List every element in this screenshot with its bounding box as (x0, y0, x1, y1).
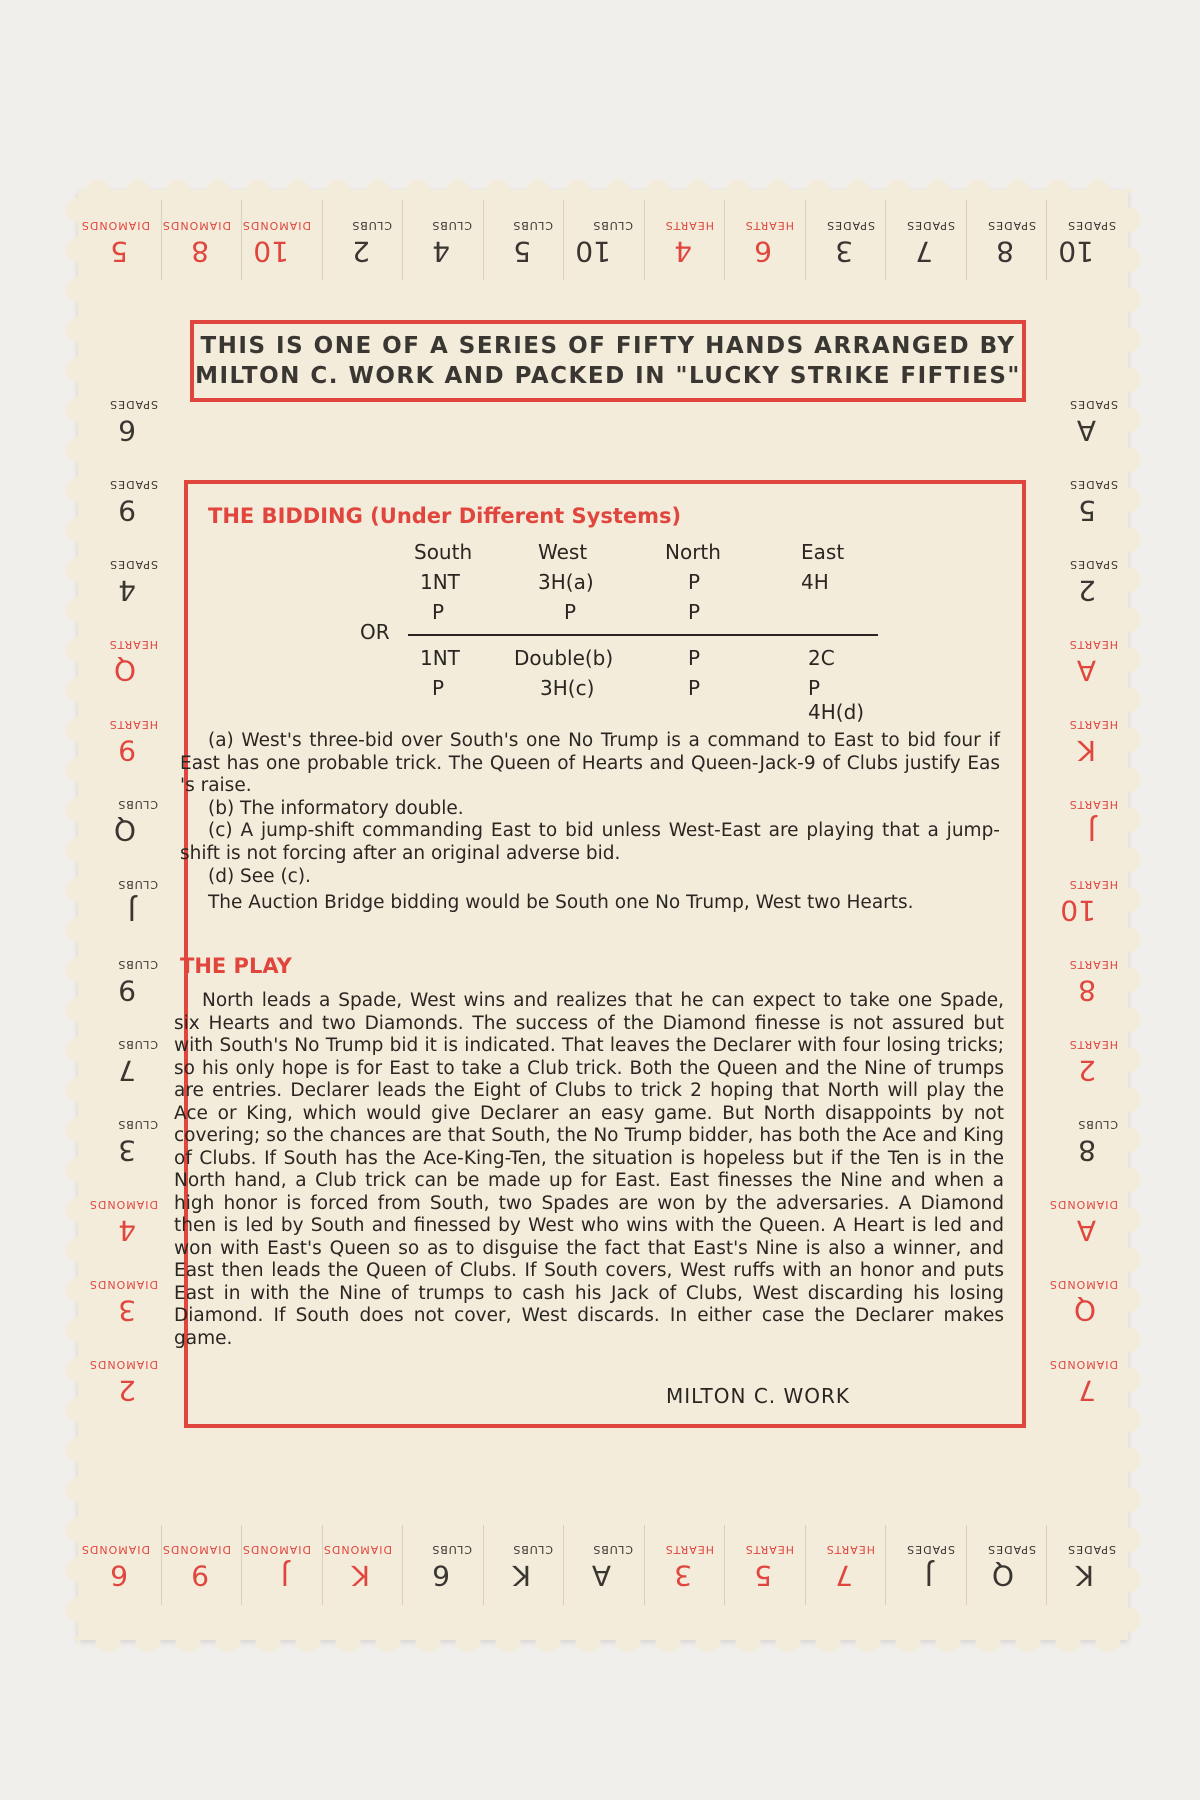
tab-rank: J (924, 1559, 933, 1592)
tab-rank: Q (113, 814, 136, 847)
tab-rank: 6 (432, 1559, 450, 1592)
tab-separator (966, 1525, 967, 1605)
tab-suit: DIAMONDS (88, 1358, 158, 1371)
tab-top-2 (243, 206, 315, 278)
tab-suit: CLUBS (117, 878, 158, 891)
banner-line-1: THIS IS ONE OF A SERIES OF FIFTY HANDS ARRANGED BY (200, 333, 1016, 359)
note-a: (a) West's three-bid over South's one No Trump is a command to East to bid four if East has one probable trick. The Queen of Hearts and Queen-Jack-9 of Clubs justify Eas 's raise. (180, 730, 1000, 796)
tab-top-9 (807, 206, 879, 278)
tab-suit: DIAMONDS (1048, 1358, 1118, 1371)
tab-suit: SPADES (1069, 478, 1118, 491)
tab-right-1 (1050, 465, 1122, 537)
tab-suit: CLUBS (117, 958, 158, 971)
tab-rank: 5 (110, 235, 128, 268)
tab-suit: HEARTS (1068, 958, 1118, 971)
tab-left-2 (90, 545, 162, 617)
tab-suit: SPADES (986, 219, 1036, 232)
tab-separator (885, 1525, 886, 1605)
tab-rank: A (1076, 654, 1096, 687)
tab-separator (161, 1525, 162, 1605)
bidding-title: THE BIDDING (Under Different Systems) (208, 504, 682, 528)
tab-bottom-5 (485, 1530, 557, 1602)
tab-rank: 8 (995, 235, 1014, 268)
tab-suit: DIAMONDS (241, 219, 311, 232)
tab-rank: A (1076, 414, 1096, 447)
tab-suit: SPADES (1069, 398, 1118, 411)
tab-separator (805, 1525, 806, 1605)
play-text: North leads a Spade, West wins and realizes that he can expect to take one Spade, six Hearts and two Diamonds. The success of the Diamond finesse is not assured but with South's No Trump bid it is indicated. That leaves the Declarer with four losing tricks; so his only hope is for East to take a Club trick. Both the Queen and the Nine of trumps are entries. Declarer leads the Eight of Clubs to trick 2 hoping that North will play the Ace or King, which would give Declarer an easy game. But North disappoints by not covering; so the chances are that South, the No Trump bidder, has both the Ace and King of Clubs. If South has the Ace-King-Ten, the situation is hopeless but if the Ten is in the North hand, a Club trick can be made up for East. East finesses the Nine and when a high honor is forced from South, two Spades are won by the adversaries. A Diamond then is led by South and finessed by West who wins with the Queen. A Heart is led and won with East's Queen so as to disguise the fact that East's Nine is also a winner, and East then leads the Queen of Clubs. If South covers, West ruffs with an honor and puts East in with the Nine of trumps to cash his Jack of Clubs, West discarding his losing Diamond. If South does not cover, West discards. In either case the Declarer makes game. (174, 990, 1004, 1349)
tab-left-9 (90, 1105, 162, 1177)
bid-r2-south: P (432, 600, 445, 624)
scalloped-edge-bottom (78, 1640, 1128, 1662)
tab-rank: 8 (1078, 974, 1096, 1007)
tab-suit: HEARTS (1068, 798, 1118, 811)
tab-left-11 (90, 1265, 162, 1337)
tab-rank: 2 (351, 235, 370, 268)
tab-bottom-2 (243, 1530, 315, 1602)
tab-rank: 9 (118, 974, 136, 1007)
tab-right-3 (1050, 625, 1122, 697)
play-title: THE PLAY (180, 954, 292, 978)
tab-suit: HEARTS (108, 638, 158, 651)
tab-suit: HEARTS (1068, 878, 1118, 891)
tab-left-8 (90, 1025, 162, 1097)
tab-left-1 (90, 465, 162, 537)
tab-rank: Q (1073, 1294, 1096, 1327)
tab-rank: 3 (673, 1559, 692, 1592)
header-west: West (538, 540, 588, 564)
tab-suit: SPADES (1067, 1543, 1116, 1556)
tab-left-6 (90, 865, 162, 937)
tab-left-0 (90, 385, 162, 457)
tab-suit: CLUBS (592, 1543, 633, 1556)
bid-r2-north: P (688, 600, 701, 624)
tab-rank: J (127, 894, 136, 927)
tab-top-3 (324, 206, 396, 278)
tab-separator (322, 200, 323, 280)
tab-bottom-8 (726, 1530, 798, 1602)
bid-r4-north: P (688, 676, 701, 700)
tab-suit: CLUBS (592, 219, 633, 232)
tab-top-4 (404, 206, 476, 278)
tab-suit: HEARTS (744, 1543, 794, 1556)
tab-suit: DIAMONDS (1048, 1278, 1118, 1291)
tab-top-10 (887, 206, 959, 278)
tab-top-7 (646, 206, 718, 278)
hand-panel (174, 480, 1026, 1428)
tab-left-7 (90, 945, 162, 1017)
scalloped-edge-left (56, 190, 78, 1640)
tab-top-12 (1048, 206, 1120, 278)
tab-rank: 4 (118, 1214, 136, 1247)
tab-rank: 10 (1060, 894, 1096, 927)
tab-suit: HEARTS (664, 1543, 714, 1556)
bid-r4-south: P (432, 676, 445, 700)
tab-suit: CLUBS (117, 1118, 158, 1131)
tab-suit: HEARTS (1068, 718, 1118, 731)
bid-r1-east: 4H (801, 570, 829, 594)
tab-rank: 5 (512, 235, 531, 268)
tab-rank: 6 (110, 1559, 128, 1592)
tab-suit: DIAMONDS (161, 1543, 231, 1556)
tab-rank: 2 (1078, 1054, 1096, 1087)
tab-right-5 (1050, 785, 1122, 857)
note-d: (d) See (c). (208, 866, 311, 887)
tab-separator (563, 200, 564, 280)
signature: MILTON C. WORK (666, 1384, 851, 1408)
tab-rank: 2 (118, 1374, 136, 1407)
tab-left-4 (90, 705, 162, 777)
tab-rank: 3 (118, 1134, 136, 1167)
tab-suit: HEARTS (664, 219, 714, 232)
note-b: (b) The informatory double. (208, 798, 464, 819)
tab-suit: CLUBS (431, 1543, 472, 1556)
tab-suit: CLUBS (511, 1543, 553, 1556)
tab-bottom-7 (646, 1530, 718, 1602)
tab-left-10 (90, 1185, 162, 1257)
tab-rank: 4 (118, 574, 136, 607)
tab-suit: HEARTS (1068, 1038, 1118, 1051)
tab-separator (1046, 200, 1047, 280)
tab-right-8 (1050, 1025, 1122, 1097)
bid-r3-north: P (688, 646, 701, 670)
bid-r1-north: P (688, 570, 701, 594)
tab-rank: 4 (673, 235, 692, 268)
bid-r4-west: 3H(c) (540, 676, 595, 700)
tab-rank: 9 (118, 494, 136, 527)
tab-rank: A (591, 1559, 611, 1592)
bid-r1-west: 3H(a) (538, 570, 594, 594)
tab-rank: 6 (118, 414, 136, 447)
header-east: East (801, 540, 845, 564)
tab-suit: DIAMONDS (88, 1198, 158, 1211)
tab-rank: K (512, 1559, 531, 1592)
tab-rank: 9 (118, 734, 136, 767)
bid-r4-east: P (808, 676, 821, 700)
tab-top-5 (485, 206, 557, 278)
tab-bottom-10 (887, 1530, 959, 1602)
banner-line-2: MILTON C. WORK AND PACKED IN "LUCKY STRIKE FIFTIES" (195, 363, 1021, 389)
tab-suit: SPADES (109, 478, 158, 491)
tab-rank: Q (991, 1559, 1014, 1592)
tab-right-7 (1050, 945, 1122, 1017)
tab-suit: SPADES (109, 398, 158, 411)
bidding-divider (408, 634, 878, 636)
tab-suit: CLUBS (117, 1038, 158, 1051)
bid-r3-west: Double(b) (514, 646, 614, 670)
tab-rank: K (1077, 734, 1096, 767)
tab-rank: 3 (118, 1294, 136, 1327)
tab-bottom-4 (404, 1530, 476, 1602)
tab-rank: 7 (915, 235, 933, 268)
tab-rank: 7 (1078, 1374, 1096, 1407)
tab-rank: 10 (253, 235, 289, 268)
tab-right-0 (1050, 385, 1122, 457)
scalloped-edge-top (78, 170, 1128, 192)
tab-separator (402, 200, 403, 280)
tab-rank: 10 (1058, 235, 1094, 268)
header-south: South (414, 540, 473, 564)
tab-bottom-11 (968, 1530, 1040, 1602)
tab-separator (644, 200, 645, 280)
tab-rank: 7 (118, 1054, 136, 1087)
tab-suit: HEARTS (1068, 638, 1118, 651)
tab-suit: DIAMONDS (1048, 1198, 1118, 1211)
tab-right-9 (1050, 1105, 1122, 1177)
tab-bottom-0 (82, 1530, 154, 1602)
tab-separator (402, 1525, 403, 1605)
tab-separator (322, 1525, 323, 1605)
tab-bottom-1 (163, 1530, 235, 1602)
tab-suit: DIAMONDS (80, 219, 150, 232)
tab-separator (966, 200, 967, 280)
scalloped-edge-right (1128, 190, 1150, 1640)
tab-rank: J (1087, 814, 1096, 847)
tab-suit: CLUBS (117, 798, 158, 811)
tab-top-1 (163, 206, 235, 278)
tab-suit: SPADES (986, 1543, 1036, 1556)
tab-suit: CLUBS (511, 219, 553, 232)
tab-suit: CLUBS (350, 219, 392, 232)
tab-separator (483, 1525, 484, 1605)
tab-right-2 (1050, 545, 1122, 617)
tab-suit: SPADES (1067, 219, 1116, 232)
tab-separator (563, 1525, 564, 1605)
tab-separator (805, 200, 806, 280)
tab-separator (241, 200, 242, 280)
tab-separator (644, 1525, 645, 1605)
tab-bottom-9 (807, 1530, 879, 1602)
tab-separator (241, 1525, 242, 1605)
tab-separator (1046, 1525, 1047, 1605)
tab-suit: HEARTS (108, 718, 158, 731)
tab-top-0 (82, 206, 154, 278)
tab-top-11 (968, 206, 1040, 278)
series-banner (190, 320, 1026, 402)
tab-suit: CLUBS (431, 219, 472, 232)
auction-note: The Auction Bridge bidding would be South one No Trump, West two Hearts. (208, 892, 914, 913)
tab-right-12 (1050, 1345, 1122, 1417)
tab-separator (885, 200, 886, 280)
tab-suit: SPADES (906, 1543, 955, 1556)
tab-right-6 (1050, 865, 1122, 937)
bid-r2-west: P (564, 600, 577, 624)
tab-rank: K (351, 1559, 370, 1592)
tab-suit: SPADES (1069, 558, 1118, 571)
tab-bottom-3 (324, 1530, 396, 1602)
tab-suit: SPADES (109, 558, 158, 571)
tab-rank: 4 (432, 235, 450, 268)
tab-rank: 8 (190, 235, 209, 268)
tab-suit: HEARTS (825, 1543, 875, 1556)
tab-rank: 7 (834, 1559, 853, 1592)
tab-rank: 9 (190, 1559, 209, 1592)
bid-r3-east: 2C (808, 646, 835, 670)
tab-suit: SPADES (906, 219, 955, 232)
tab-separator (161, 200, 162, 280)
tab-suit: DIAMONDS (161, 219, 231, 232)
tab-rank: 5 (754, 1559, 772, 1592)
or-label: OR (360, 620, 390, 644)
tab-left-5 (90, 785, 162, 857)
tab-rank: Q (113, 654, 136, 687)
tab-bottom-12 (1048, 1530, 1120, 1602)
tab-right-10 (1050, 1185, 1122, 1257)
tab-rank: 5 (1078, 494, 1096, 527)
tab-suit: HEARTS (744, 219, 794, 232)
tab-rank: A (1076, 1214, 1096, 1247)
tab-suit: DIAMONDS (322, 1543, 392, 1556)
bid-r3-south: 1NT (420, 646, 460, 670)
tab-right-11 (1050, 1265, 1122, 1337)
tab-separator (724, 200, 725, 280)
tab-rank: 6 (754, 235, 772, 268)
bid-r1-south: 1NT (420, 570, 460, 594)
tab-separator (724, 1525, 725, 1605)
tab-rank: K (1075, 1559, 1094, 1592)
tab-rank: 8 (1078, 1134, 1096, 1167)
tab-bottom-6 (565, 1530, 637, 1602)
tab-left-3 (90, 625, 162, 697)
tab-top-8 (726, 206, 798, 278)
tab-rank: 10 (575, 235, 611, 268)
tab-right-4 (1050, 705, 1122, 777)
note-c: (c) A jump-shift commanding East to bid unless West-East are playing that a jump-shift is not forcing after an original adverse bid. (180, 820, 1000, 864)
tab-rank: J (280, 1559, 289, 1592)
header-north: North (665, 540, 721, 564)
tab-suit: DIAMONDS (80, 1543, 150, 1556)
tab-rank: 2 (1078, 574, 1096, 607)
tab-suit: SPADES (825, 219, 875, 232)
tab-rank: 3 (834, 235, 853, 268)
tab-suit: CLUBS (1077, 1118, 1118, 1131)
tab-suit: DIAMONDS (88, 1278, 158, 1291)
bid-r4-east-extra: 4H(d) (808, 700, 865, 724)
tab-separator (483, 200, 484, 280)
tab-left-12 (90, 1345, 162, 1417)
tab-suit: DIAMONDS (241, 1543, 311, 1556)
tab-top-6 (565, 206, 637, 278)
